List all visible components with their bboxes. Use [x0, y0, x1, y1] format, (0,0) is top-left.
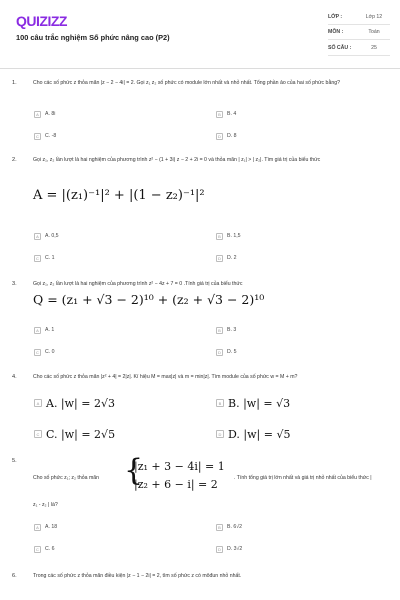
question-number: 4.: [12, 374, 17, 380]
option-c[interactable]: [34, 429, 115, 439]
option-letter-box: B: [216, 111, 223, 118]
option-letter-box: A: [34, 524, 41, 531]
meta-label: SỐ CÂU :: [328, 45, 352, 51]
formula-a: A = |(z₁)⁻¹|² + |(1 − z₂)⁻¹|²: [33, 188, 205, 203]
option-letter-box: C: [34, 546, 41, 553]
quizizz-logo: QUIZIZZ: [16, 13, 67, 29]
option-b[interactable]: [216, 231, 241, 241]
option-c[interactable]: [34, 131, 56, 141]
option-text: D. |w| = √5: [228, 427, 291, 441]
meta-value: Toán: [368, 29, 380, 35]
option-a[interactable]: [34, 522, 57, 532]
option-c[interactable]: [34, 253, 55, 263]
option-text: C. 0: [45, 349, 55, 355]
option-letter-box: B: [216, 327, 223, 334]
option-text: B. 4: [227, 111, 237, 117]
question-text: Trong các số phức z thỏa mãn điều kiện |z − 1 − 2i| = 2, tìm số phức z có môđun nhỏ nhất.: [33, 573, 242, 579]
option-text: B. |w| = √3: [228, 396, 291, 410]
option-letter-box: A: [34, 111, 41, 118]
formula-q: Q = (z₁ + √3 − 2)¹⁰ + (z₂ + √3 − 2)¹⁰: [33, 292, 265, 307]
option-a[interactable]: [34, 325, 54, 335]
option-b[interactable]: [216, 398, 290, 408]
option-a[interactable]: [34, 231, 59, 241]
question-number: 1.: [12, 80, 17, 86]
option-text: D. 3√2: [227, 546, 243, 552]
option-b[interactable]: [216, 522, 242, 532]
question-number: 2.: [12, 157, 17, 163]
option-d[interactable]: [216, 429, 290, 439]
meta-value: 25: [371, 45, 377, 51]
option-letter-box: D: [216, 430, 224, 438]
option-text: B. 3: [227, 327, 237, 333]
meta-label: MÔN :: [328, 29, 344, 35]
option-letter-box: C: [34, 349, 41, 356]
option-text: D. 2: [227, 255, 237, 261]
option-d[interactable]: [216, 131, 237, 141]
meta-label: LỚP :: [328, 14, 343, 20]
option-letter-box: B: [216, 233, 223, 240]
question-number: 5.: [12, 458, 17, 464]
meta-value: Lớp 12: [365, 14, 383, 20]
question-number: 6.: [12, 573, 17, 579]
option-text: D. 8: [227, 133, 237, 139]
option-letter-box: A: [34, 233, 41, 240]
option-letter-box: A: [34, 399, 42, 407]
option-letter-box: A: [34, 327, 41, 334]
system-equation-1: |z₁ + 3 − 4i| = 1: [134, 460, 225, 473]
meta-divider: [328, 55, 390, 56]
option-letter-box: C: [34, 255, 41, 262]
option-text: A. 18: [45, 524, 58, 530]
option-text: C. 6: [45, 546, 55, 552]
option-d[interactable]: [216, 253, 237, 263]
meta-divider: [328, 39, 390, 40]
option-letter-box: D: [216, 349, 223, 356]
option-c[interactable]: [34, 544, 55, 554]
header-divider: [0, 68, 400, 69]
option-letter-box: D: [216, 546, 223, 553]
option-letter-box: B: [216, 399, 224, 407]
option-letter-box: D: [216, 255, 223, 262]
question-text: Gọi z₁, z₂ lần lượt là hai nghiệm của phương trình z² − 4z + 7 = 0 .Tính giá trị của biểu thức: [33, 281, 243, 287]
option-b[interactable]: [216, 325, 236, 335]
option-a[interactable]: [34, 398, 115, 408]
option-d[interactable]: [216, 347, 237, 357]
system-equation-2: |z₂ + 6 − i| = 2: [134, 478, 218, 491]
question-text: Gọi z₁, z₂ lần lượt là hai nghiệm của phương trình z² − (1 + 3i) z − 2 + 2i = 0 và thỏa mãn | z₁| > | z₂|. Tìm giá trị của biểu thức: [33, 157, 321, 163]
question-number: 3.: [12, 281, 17, 287]
option-text: B. 1,5: [227, 233, 241, 239]
option-letter-box: C: [34, 133, 41, 140]
option-text: C. |w| = 2√5: [46, 427, 116, 441]
question-text-after: . Tính tổng giá trị lớn nhất và giá trị nhỏ nhất của biểu thức |: [234, 475, 372, 481]
option-letter-box: B: [216, 524, 223, 531]
meta-divider: [328, 24, 390, 25]
question-text: Cho các số phức z thỏa mãn |z² + 4| = 2|z|. Kí hiệu M = max|z| và m = min|z|. Tìm module của số phức w = M + m?: [33, 374, 298, 380]
option-text: C. -8: [45, 133, 57, 139]
question-text-before: Cho số phức z₁; z₂ thỏa mãn: [33, 475, 100, 481]
option-b[interactable]: [216, 109, 236, 119]
option-text: A. 8i: [45, 111, 56, 117]
option-a[interactable]: [34, 109, 55, 119]
option-text: B. 6√2: [227, 524, 242, 530]
option-text: A. |w| = 2√3: [46, 396, 115, 410]
system-brace: {: [124, 453, 144, 488]
option-d[interactable]: [216, 544, 242, 554]
option-text: C. 1: [45, 255, 55, 261]
option-text: A. 0,5: [45, 233, 59, 239]
question-text: Cho các số phức z thỏa mãn |z − 2 − 4i| = 2. Gọi z₁ z₂ số phức có module lớn nhất và nhỏ nhất. Tổng phần ảo của hai số phức bằng?: [33, 80, 340, 86]
option-letter-box: D: [216, 133, 223, 140]
option-text: D. 5: [227, 349, 237, 355]
option-letter-box: C: [34, 430, 42, 438]
question-text-cont: z₁ - z₂ | là?: [33, 502, 58, 508]
worksheet-title: 100 câu trắc nghiệm Số phức nâng cao (P2): [16, 33, 170, 42]
option-c[interactable]: [34, 347, 55, 357]
worksheet-header: [0, 0, 400, 64]
option-text: A. 1: [45, 327, 55, 333]
